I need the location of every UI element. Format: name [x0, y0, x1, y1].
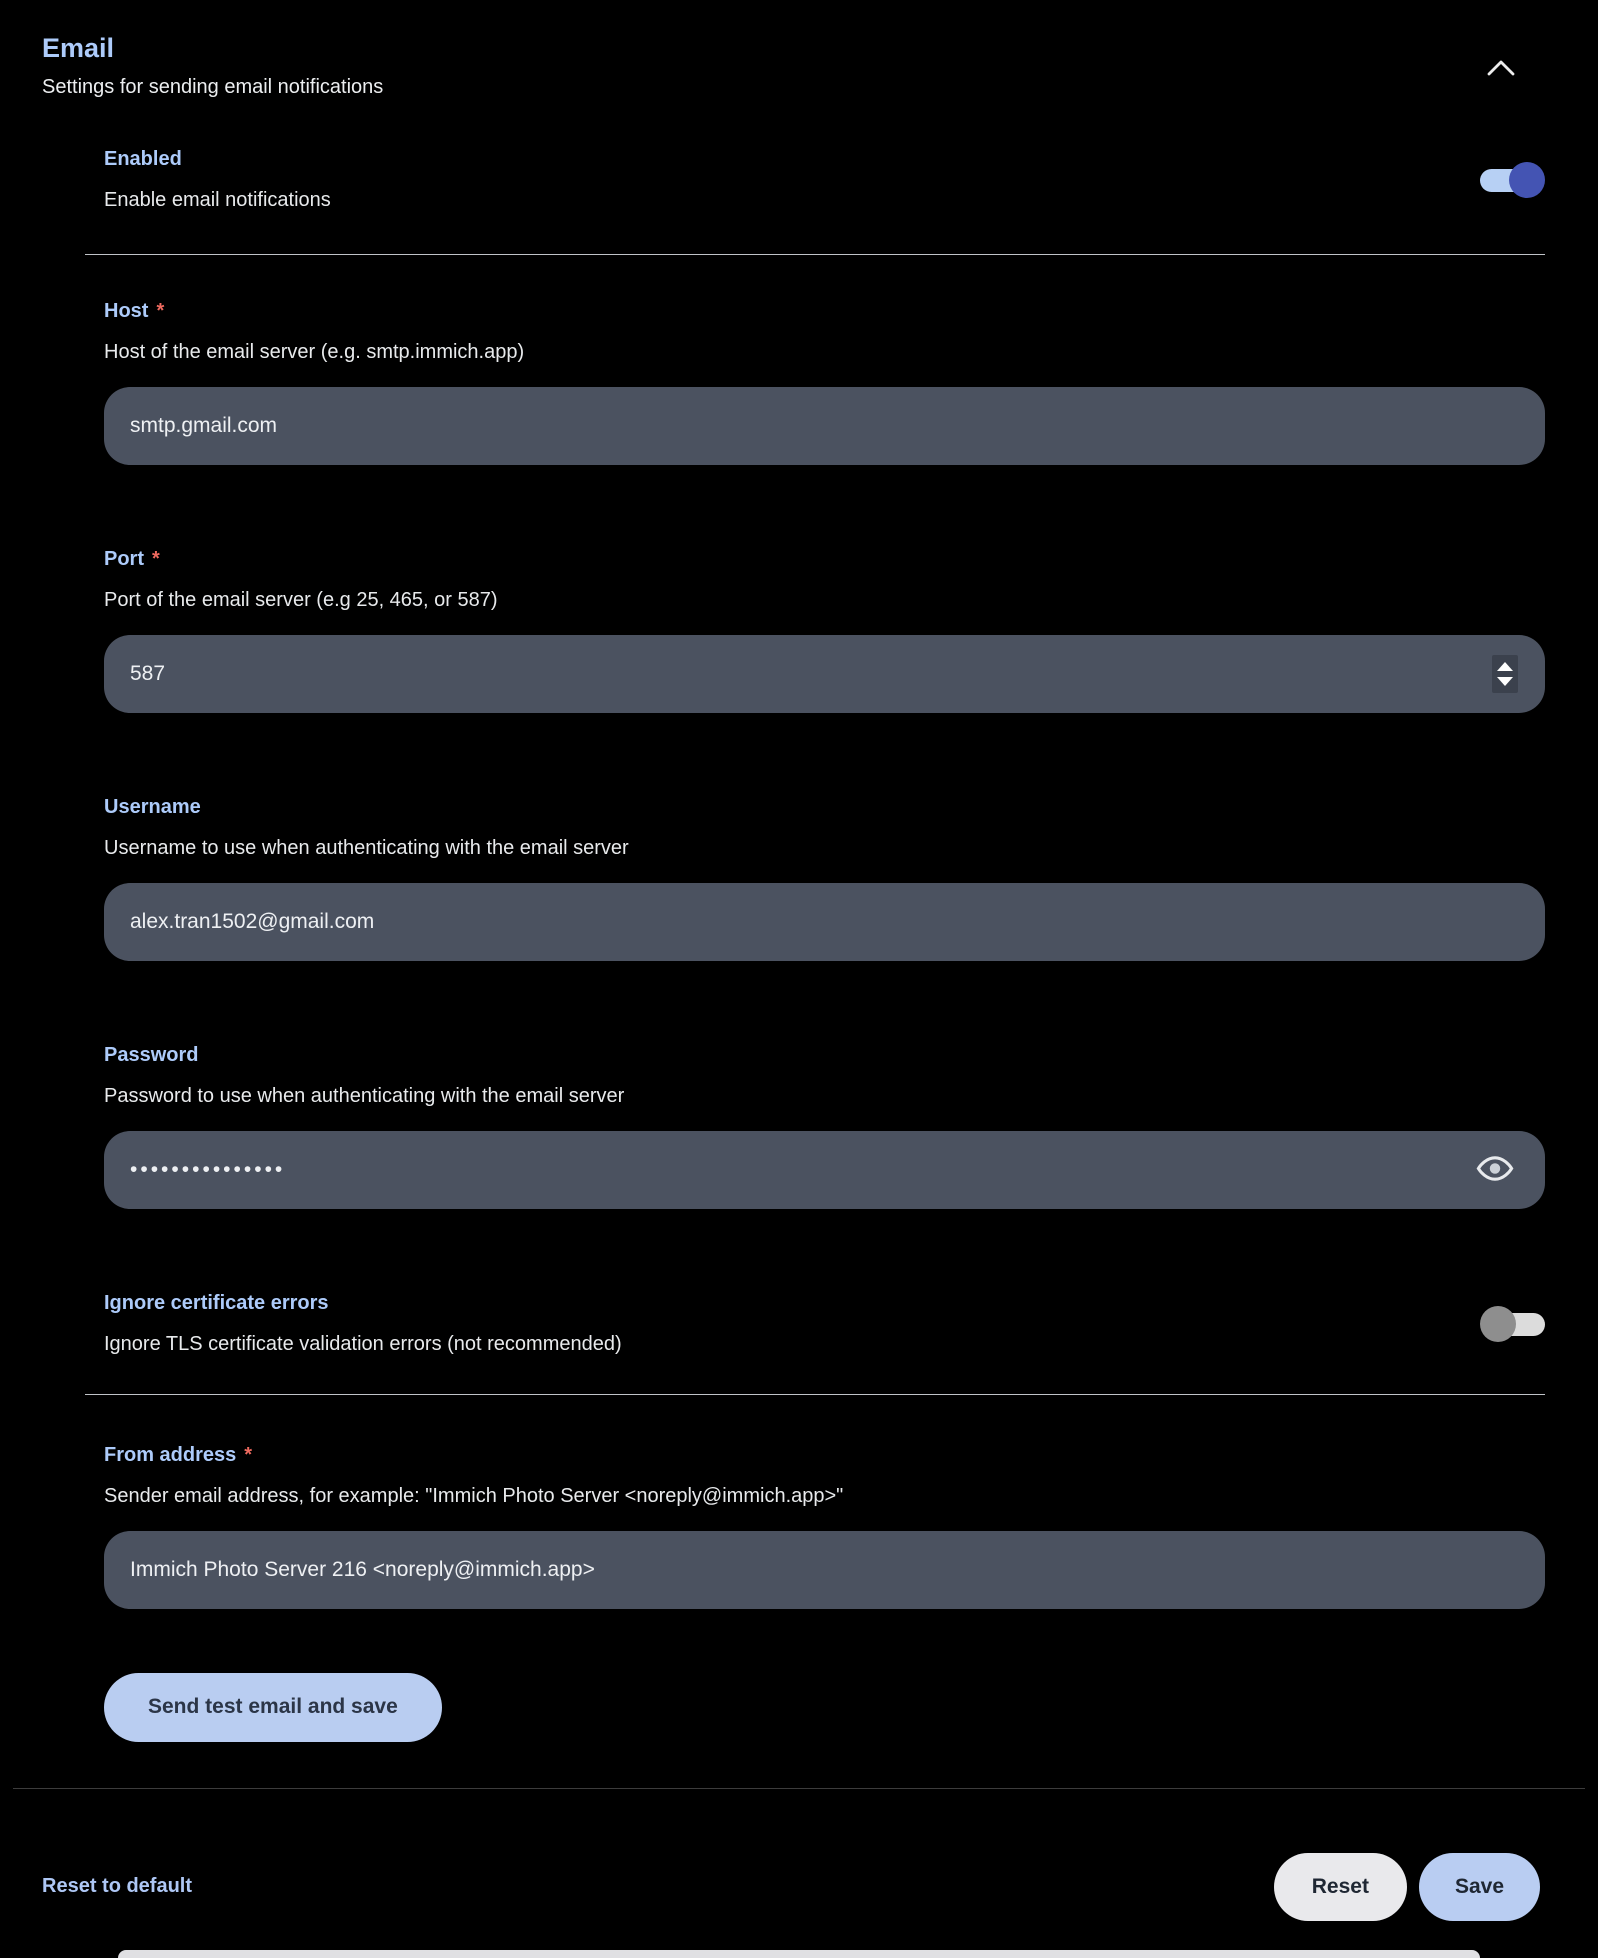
- from-address-input[interactable]: [104, 1531, 1545, 1609]
- ignore-cert-label: Ignore certificate errors: [104, 1291, 329, 1314]
- password-field-group: [104, 1043, 1545, 1209]
- port-input[interactable]: [104, 635, 1545, 713]
- host-description: Host of the email server (e.g. smtp.immich.app): [104, 340, 525, 363]
- port-input-wrap: [104, 635, 1545, 713]
- from-address-label-text: From address: [104, 1443, 237, 1466]
- password-input[interactable]: [104, 1131, 1545, 1209]
- from-address-description: Sender email address, for example: "Immich Photo Server <noreply@immich.app>": [104, 1484, 844, 1507]
- stepper-arrows-icon[interactable]: [1492, 655, 1518, 693]
- password-description: Password to use when authenticating with the email server: [104, 1084, 625, 1107]
- toggle-knob: [1509, 162, 1545, 198]
- host-input-wrap: [104, 387, 1545, 465]
- host-input[interactable]: [104, 387, 1545, 465]
- username-input[interactable]: [104, 883, 1545, 961]
- required-asterisk: *: [156, 299, 165, 322]
- ignore-cert-texts: [104, 1291, 622, 1358]
- next-section-edge: [118, 1950, 1480, 1958]
- send-test-email-button[interactable]: Send test email and save: [104, 1673, 442, 1742]
- from-address-field-group: [104, 1443, 1545, 1609]
- step-down-arrow[interactable]: [1497, 677, 1513, 686]
- username-label: Username: [104, 795, 201, 818]
- save-button[interactable]: Save: [1419, 1853, 1540, 1921]
- enabled-toggle[interactable]: [1480, 160, 1545, 200]
- password-input-wrap: [104, 1131, 1545, 1209]
- enabled-description: Enable email notifications: [104, 188, 331, 211]
- footer-bar: [0, 1853, 1598, 1921]
- password-label: Password: [104, 1043, 199, 1066]
- step-up-arrow[interactable]: [1497, 662, 1513, 671]
- show-password-button[interactable]: [1475, 1155, 1515, 1185]
- port-label: [104, 547, 1545, 572]
- username-input-wrap: [104, 883, 1545, 961]
- divider: [85, 1394, 1545, 1395]
- footer-actions: [1274, 1853, 1540, 1921]
- from-address-input-wrap: [104, 1531, 1545, 1609]
- enabled-setting-row: [104, 147, 1545, 214]
- ignore-cert-description: Ignore TLS certificate validation errors (not recommended): [104, 1332, 622, 1355]
- footer-divider: [13, 1788, 1585, 1789]
- reset-button[interactable]: Reset: [1274, 1853, 1407, 1921]
- section-header: [0, 0, 1598, 99]
- page-subtitle: Settings for sending email notifications: [42, 75, 384, 98]
- page-title: Email: [42, 33, 115, 63]
- from-address-label: [104, 1443, 1545, 1468]
- enabled-label: Enabled: [104, 147, 182, 170]
- host-field-group: [104, 299, 1545, 465]
- ignore-cert-setting-row: [104, 1291, 1545, 1358]
- port-label-text: Port: [104, 547, 144, 570]
- eye-icon: [1476, 1155, 1514, 1185]
- enabled-texts: [104, 147, 331, 214]
- divider: [85, 254, 1545, 255]
- chevron-up-icon: [1487, 59, 1515, 79]
- port-field-group: [104, 547, 1545, 713]
- collapse-section-button[interactable]: [1484, 56, 1518, 82]
- required-asterisk: *: [152, 547, 160, 570]
- required-asterisk: *: [244, 1443, 253, 1466]
- settings-form: [104, 147, 1545, 1742]
- reset-to-default-link[interactable]: Reset to default: [42, 1875, 193, 1898]
- ignore-cert-toggle[interactable]: [1480, 1304, 1545, 1344]
- host-label: [104, 299, 1545, 324]
- toggle-knob: [1480, 1306, 1516, 1342]
- username-field-group: [104, 795, 1545, 961]
- host-label-text: Host: [104, 299, 149, 322]
- port-description: Port of the email server (e.g 25, 465, or 587): [104, 588, 498, 611]
- username-description: Username to use when authenticating with the email server: [104, 836, 629, 859]
